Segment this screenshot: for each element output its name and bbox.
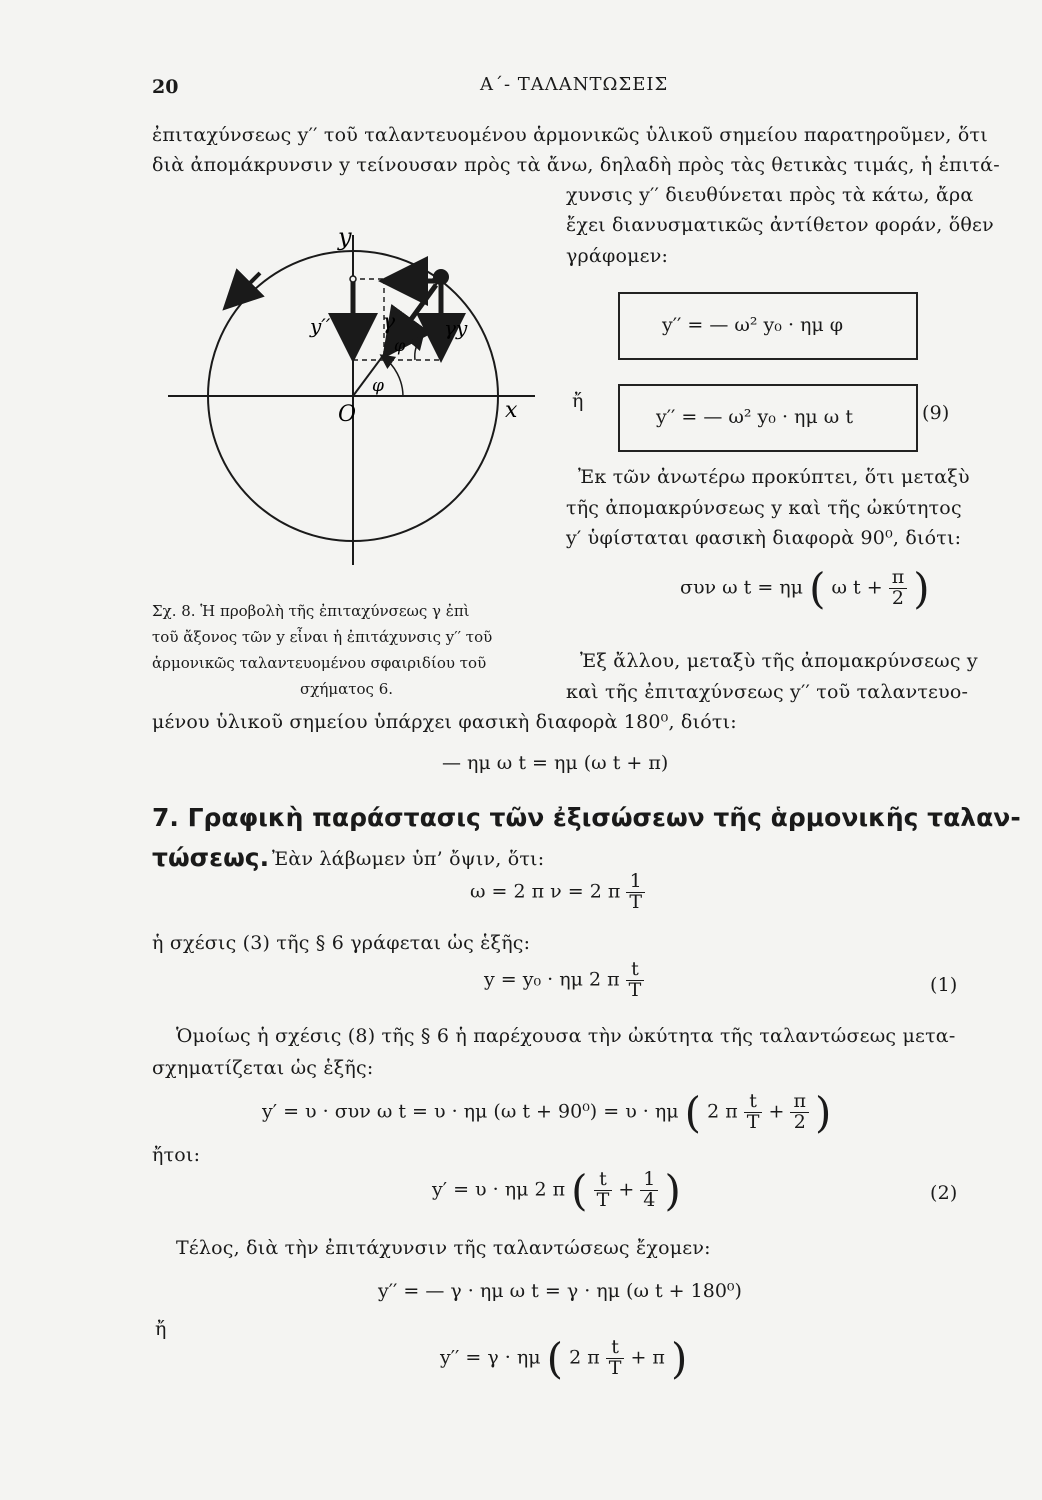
fraction-t-over-T-2: $\frac{t}{T}$ (594, 1170, 613, 1211)
angle-phi-arc-lower (382, 356, 403, 396)
equation-velocity-lhs: y′ = υ · συν ω t = υ · ημ (ω t + 90⁰) = υ · ημ (262, 1100, 679, 1123)
equation-box-2-text: y′′ = — ω² y₀ · ημ ω t (656, 406, 853, 428)
equation-number-9: (9) (922, 402, 950, 424)
para2-line-1: Ἐκ τῶν ἀνωτέρω προκύπτει, ὅτι μεταξὺ (578, 466, 970, 488)
equation-acceleration: y′′ = — γ · ημ ω t = γ · ημ (ω t + 180⁰) (378, 1280, 742, 1302)
section-intro-text: Ἐὰν λάβωμεν ὑπ’ ὄψιν, ὅτι: (272, 848, 545, 870)
intro-line-5: γράφομεν: (566, 245, 669, 267)
para2-line-3: y′ ὑφίσταται φασικὴ διαφορὰ 90⁰, διότι: (566, 527, 962, 549)
section-heading-line-1: 7. Γραφικὴ παράστασις τῶν ἐξισώσεων τῆς ἁρμονικῆς ταλαν- (152, 803, 1021, 832)
equation-box-1-text: y′′ = — ω² y₀ · ημ φ (662, 314, 844, 336)
equation-velocity: y′ = υ · συν ω t = υ · ημ (ω t + 90⁰) = υ · ημ ( 2 π $\frac{t}{T}$ + $\frac{\pi}{2}$ ) (262, 1088, 832, 1137)
figure-caption-line-1: Σχ. 8. Ἡ προβολὴ τῆς ἐπιταχύνσεως γ ἐπὶ (152, 602, 470, 620)
projection-point (350, 276, 356, 282)
fraction-pi-over-2: $\frac{\pi}{2}$ (889, 568, 908, 609)
intro-line-3: χυνσις y′′ διευθύνεται πρὸς τὰ κάτω, ἄρα (566, 184, 974, 206)
equation-sin-phase: — ημ ω t = ημ (ω t + π) (442, 752, 669, 774)
para2-line-2: τῆς ἀπομακρύνσεως y καὶ τῆς ὠκύτητος (566, 497, 962, 519)
equation-number-2: (2) (930, 1182, 958, 1204)
equation-1 (484, 960, 644, 1001)
equation-cos-inner: ω t + (831, 576, 883, 599)
fraction-1-over-4: $\frac{1}{4}$ (640, 1170, 658, 1211)
fraction-pi-over-2-v: $\frac{\pi}{2}$ (790, 1092, 809, 1133)
section-heading-line-2: τώσεως. (152, 843, 270, 872)
figure-caption-line-2: τοῦ ἄξονος τῶν y εἶναι ἡ ἐπιτάχυνσις y′′ τοῦ (152, 628, 493, 646)
equation-number-1: (1) (930, 974, 958, 996)
equation-acceleration-2-lhs: y′′ = γ · ημ (440, 1346, 541, 1369)
fraction-t-over-T-acc: $\frac{t}{T}$ (606, 1338, 625, 1379)
equation-2: y′ = υ · ημ 2 π ( $\frac{t}{T}$ + $\frac{1}{4}$ ) (432, 1166, 681, 1215)
equation-omega-lhs: ω = 2 π ν = 2 π (470, 880, 621, 903)
equation-box-1 (618, 292, 918, 360)
equation-acceleration-2: y′′ = γ · ημ ( 2 π $\frac{t}{T}$ + π ) (440, 1334, 688, 1383)
fig-label-gamma: γ (382, 310, 396, 335)
equation-box-2 (618, 384, 918, 452)
para4-line-1: Ὁμοίως ἡ σχέσις (8) τῆς § 6 ἡ παρέχουσα τὴν ὠκύτητα τῆς ταλαντώσεως μετα- (176, 1025, 956, 1047)
figure-caption-line-4: σχήματος 6. (300, 680, 394, 698)
equation-omega (470, 872, 645, 913)
angle-phi-arc-upper (415, 337, 422, 360)
fig-label-x: x (505, 398, 518, 423)
para3-line-1: Ἐξ ἄλλου, μεταξὺ τῆς ἀπομακρύνσεως y (580, 650, 978, 672)
running-title: Α΄- ΤΑΛΑΝΤΩΣΕΙΣ (480, 74, 669, 95)
intro-line-2: διὰ ἀπομάκρυνσιν y τείνουσαν πρὸς τὰ ἄνω, δηλαδὴ πρὸς τὰς θετικὰς τιμάς, ἡ ἐπιτά- (152, 154, 1000, 176)
page-number: 20 (152, 76, 179, 98)
fig-label-gamma-y: γy (444, 316, 468, 340)
text-relation-3: ἡ σχέσις (3) τῆς § 6 γράφεται ὡς ἑξῆς: (152, 932, 531, 954)
or-connector-1: ἤ (572, 390, 584, 412)
fig-label-y: y (338, 223, 352, 251)
or-connector-2: ἤ (155, 1318, 167, 1340)
fig-label-phi-upper: φ (394, 336, 406, 355)
figure-caption-line-3: ἁρμονικῶς ταλαντευομένου σφαιριδίου τοῦ (152, 654, 487, 672)
equation-cos-lhs: συν ω t = ημ (680, 576, 804, 599)
equation-2-lhs: y′ = υ · ημ 2 π (432, 1178, 566, 1201)
para3-line-3: μένου ὑλικοῦ σημείου ὑπάρχει φασικὴ διαφορὰ 180⁰, διότι: (152, 711, 737, 733)
para4-line-2: σχηματίζεται ὡς ἑξῆς: (152, 1057, 374, 1079)
fig-label-y-double-prime: y′′ (310, 314, 331, 338)
para3-line-2: καὶ τῆς ἐπιταχύνσεως y′′ τοῦ ταλαντευο- (566, 681, 969, 703)
fraction-t-over-T-v: $\frac{t}{T}$ (744, 1092, 763, 1133)
text-itoi: ἤτοι: (152, 1144, 201, 1166)
fraction-1-over-T: $\frac{1}{T}$ (626, 872, 645, 913)
intro-line-4: ἔχει διανυσματικῶς ἀντίθετον φοράν, ὅθεν (566, 214, 994, 236)
fig-label-origin: O (338, 402, 357, 427)
text-finally: Τέλος, διὰ τὴν ἐπιτάχυνσιν τῆς ταλαντώσεως ἔχομεν: (176, 1237, 711, 1259)
equation-1-lhs: y = y₀ · ημ 2 π (484, 968, 620, 991)
fraction-t-over-T: $\frac{t}{T}$ (626, 960, 645, 1001)
figure-circle-diagram (160, 215, 560, 575)
oscillating-sphere (433, 269, 449, 285)
fig-label-phi-lower: φ (372, 376, 384, 396)
equation-cos-sin: συν ω t = ημ ( ω t + $\frac{\pi}{2}$ ) (680, 564, 930, 613)
intro-line-1: ἐπιταχύνσεως y′′ τοῦ ταλαντευομένου ἁρμονικῶς ὑλικοῦ σημείου παρατηροῦμεν, ὅτι (152, 124, 988, 146)
